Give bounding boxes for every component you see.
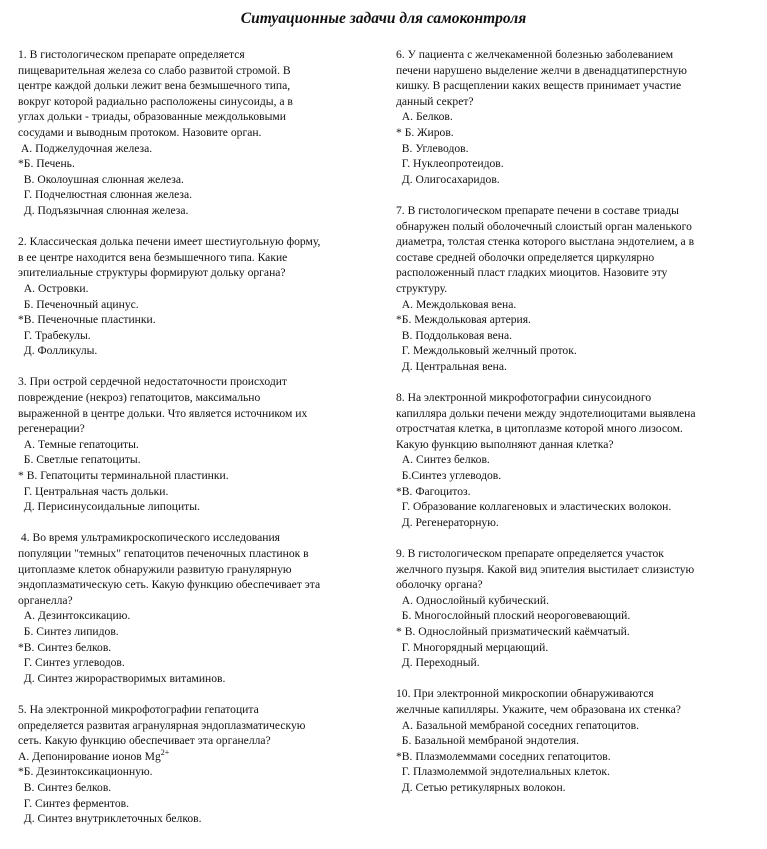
task-item <box>396 203 760 375</box>
answer-option: Б. Светлые гепатоциты. <box>18 453 141 467</box>
question-line: 10. При электронной микроскопии обнаруживаются <box>396 687 654 701</box>
answer-option: *В. Плазмолеммами соседних гепатоцитов. <box>396 749 611 763</box>
answer-option: Г. Нуклеопротеидов. <box>396 157 504 171</box>
answer-option: А. Междольковая вена. <box>396 297 517 311</box>
question-line: составе средней оболочки определяется циркулярно <box>396 250 655 264</box>
answer-options <box>396 109 760 187</box>
answer-option: А. Белков. <box>396 110 453 124</box>
question-line: кишку. В расщеплении каких веществ принимает участие <box>396 79 682 93</box>
answer-options <box>396 593 760 671</box>
question-line: данный секрет? <box>396 94 474 108</box>
answer-option: Г. Плазмолеммой эндотелиальных клеток. <box>396 765 610 779</box>
question-text <box>18 234 380 281</box>
ion-charge-superscript: 2+ <box>160 747 170 757</box>
answer-option: Г. Трабекулы. <box>18 328 91 342</box>
question-line: желчные капилляры. Укажите, чем образована их стенка? <box>396 702 681 716</box>
answer-options <box>18 141 380 219</box>
task-item <box>18 702 380 827</box>
task-item <box>18 374 380 514</box>
answer-option: Г. Образование коллагеновых и эластических волокон. <box>396 500 672 514</box>
answer-options <box>396 452 760 530</box>
task-item <box>18 234 380 359</box>
answer-option: Г. Междольковый желчный проток. <box>396 344 577 358</box>
question-line: расположенный пласт гладких миоцитов. Назовите эту <box>396 266 668 280</box>
question-text <box>396 686 760 717</box>
question-line: вокруг которой радиально расположены синусоиды, а в <box>18 94 293 108</box>
task-item <box>396 686 760 795</box>
question-line: углах дольки - триады, образованные междольковыми <box>18 110 286 124</box>
task-item <box>18 530 380 686</box>
question-line: 3. При острой сердечной недостаточности происходит <box>18 375 287 389</box>
question-line: Какую функцию выполняют данная клетка? <box>396 437 614 451</box>
question-text <box>18 47 380 141</box>
answer-option: Д. Регенераторную. <box>396 515 499 529</box>
question-line: отростчатая клетка, в цитоплазме которой много лизосом. <box>396 422 683 436</box>
question-line: капилляра дольки печени между эндотелиоцитами выявлена <box>396 406 696 420</box>
question-line: повреждение (некроз) гепатоцитов, максимально <box>18 391 261 405</box>
question-text <box>18 530 380 608</box>
answer-option: А. Синтез белков. <box>396 453 490 467</box>
question-line: определяется развитая агранулярная эндоплазматическую <box>18 718 306 732</box>
answer-option: Б. Базальной мембраной эндотелия. <box>396 734 579 748</box>
answer-option: Г. Подчелюстная слюнная железа. <box>18 188 193 202</box>
question-line: 4. Во время ультрамикроскопического исследования <box>18 531 281 545</box>
question-line: сосудами и выводным протоком. Назовите орган. <box>18 125 262 139</box>
answer-option: Д. Переходный. <box>396 656 480 670</box>
answer-option: Д. Фолликулы. <box>18 344 98 358</box>
answer-option: Г. Синтез углеводов. <box>18 656 125 670</box>
answer-options <box>18 281 380 359</box>
question-line: пищеварительная железа со слабо развитой стромой. В <box>18 63 291 77</box>
question-line: выраженной в центре дольки. Что является источником их <box>18 406 308 420</box>
question-text <box>396 203 760 297</box>
answer-option: В. Околоушная слюнная железа. <box>18 172 184 186</box>
question-text <box>396 390 760 452</box>
question-line: цитоплазме клеток обнаружили развитую гранулярную <box>18 562 292 576</box>
answer-option: А. Темные гепатоциты. <box>18 437 139 451</box>
answer-option: *Б. Печень. <box>18 157 75 171</box>
answer-option: Б.Синтез углеводов. <box>396 469 502 483</box>
question-line: 1. В гистологическом препарате определяется <box>18 48 245 61</box>
answer-options <box>18 437 380 515</box>
answer-option <box>18 749 380 765</box>
question-text <box>396 47 760 109</box>
answer-option: *Б. Междольковая артерия. <box>396 313 531 327</box>
question-line: желчного пузыря. Какой вид эпителия выстилает слизистую <box>396 562 695 576</box>
question-line: 7. В гистологическом препарате печени в составе триады <box>396 203 679 217</box>
question-line: печени нарушено выделение желчи в двенадцатиперстную <box>396 63 687 77</box>
answer-option: Д. Сетью ретикулярных волокон. <box>396 780 566 794</box>
question-text <box>18 374 380 436</box>
question-line: центре каждой дольки лежит вена безмышечного типа, <box>18 79 291 93</box>
answer-option: Д. Подъязычная слюнная железа. <box>18 203 189 217</box>
answer-option: Б. Многослойный плоский неороговевающий. <box>396 609 631 623</box>
question-line: регенерации? <box>18 422 85 436</box>
question-line: органелла? <box>18 593 73 607</box>
task-item <box>396 390 760 530</box>
question-line: 9. В гистологическом препарате определяется участок <box>396 547 664 560</box>
task-item <box>396 546 760 671</box>
answer-option: Д. Центральная вена. <box>396 359 507 373</box>
question-line: обнаружен полый оболочечный слоистый орган маленького <box>396 219 692 233</box>
answer-option: *В. Фагоцитоз. <box>396 484 471 498</box>
answer-options <box>396 718 760 796</box>
answer-option: Б. Синтез липидов. <box>18 624 119 638</box>
document-title: Ситуационные задачи для самоконтроля <box>240 10 527 27</box>
question-line: оболочку органа? <box>396 578 483 592</box>
answer-option: Г. Синтез ферментов. <box>18 796 130 810</box>
answer-option: А. Дезинтоксикацию. <box>18 609 131 623</box>
answer-options <box>18 608 380 686</box>
answer-option: *В. Печеночные пластинки. <box>18 313 156 327</box>
answer-option: В. Синтез белков. <box>18 780 112 794</box>
question-text <box>18 702 380 749</box>
answer-option: В. Углеводов. <box>396 141 469 155</box>
question-line: 5. На электронной микрофотографии гепатоцита <box>18 702 259 716</box>
answer-option: * Б. Жиров. <box>396 125 454 139</box>
question-line: 6. У пациента с желчекаменной болезнью заболеванием <box>396 48 674 61</box>
question-line: 2. Классическая долька печени имеет шестиугольную форму, <box>18 235 321 249</box>
answer-option: *Б. Дезинтоксикационную. <box>18 765 153 779</box>
task-item <box>18 47 380 219</box>
answer-option: Д. Олигосахаридов. <box>396 172 500 186</box>
answer-option: Г. Многорядный мерцающий. <box>396 640 549 654</box>
answer-option: А. Островки. <box>18 281 89 295</box>
answer-option: А. Поджелудочная железа. <box>18 141 153 155</box>
question-line: популяции "темных" гепатоцитов печеночных пластинок в <box>18 547 309 560</box>
right-column <box>396 47 760 811</box>
answer-option: * В. Однослойный призматический каёмчатый. <box>396 624 630 638</box>
question-line: эпителиальные структуры формируют дольку органа? <box>18 266 286 280</box>
answer-option-text: А. Депонирование ионов Mg <box>18 749 161 763</box>
question-line: эндоплазматическую сеть. Какую функцию обеспечивает эта <box>18 578 321 592</box>
answer-option: Д. Синтез жирорастворимых витаминов. <box>18 671 226 685</box>
answer-option: В. Поддольковая вена. <box>396 328 513 342</box>
answer-option: Г. Центральная часть дольки. <box>18 484 169 498</box>
answer-option: Д. Перисинусоидальные липоциты. <box>18 500 200 514</box>
answer-option: *В. Синтез белков. <box>18 640 112 654</box>
left-column <box>18 47 380 842</box>
answer-option: Б. Печеночный ацинус. <box>18 297 139 311</box>
question-line: в ее центре находится вена безмышечного типа. Какие <box>18 250 288 264</box>
answer-option: Д. Синтез внутриклеточных белков. <box>18 812 202 826</box>
task-item <box>396 47 760 187</box>
question-line: диаметра, толстая стенка которого выстлана эндотелием, а в <box>396 235 695 249</box>
question-text <box>396 546 760 593</box>
answer-options <box>396 297 760 375</box>
question-line: 8. На электронной микрофотографии синусоидного <box>396 391 652 405</box>
answer-option: * В. Гепатоциты терминальной пластинки. <box>18 469 229 483</box>
answer-options <box>18 749 380 827</box>
answer-option: А. Однослойный кубический. <box>396 593 549 607</box>
answer-option: А. Базальной мембраной соседних гепатоцитов. <box>396 718 640 732</box>
question-line: структуру. <box>396 281 448 295</box>
question-line: сеть. Какую функцию обеспечивает эта органелла? <box>18 734 271 748</box>
